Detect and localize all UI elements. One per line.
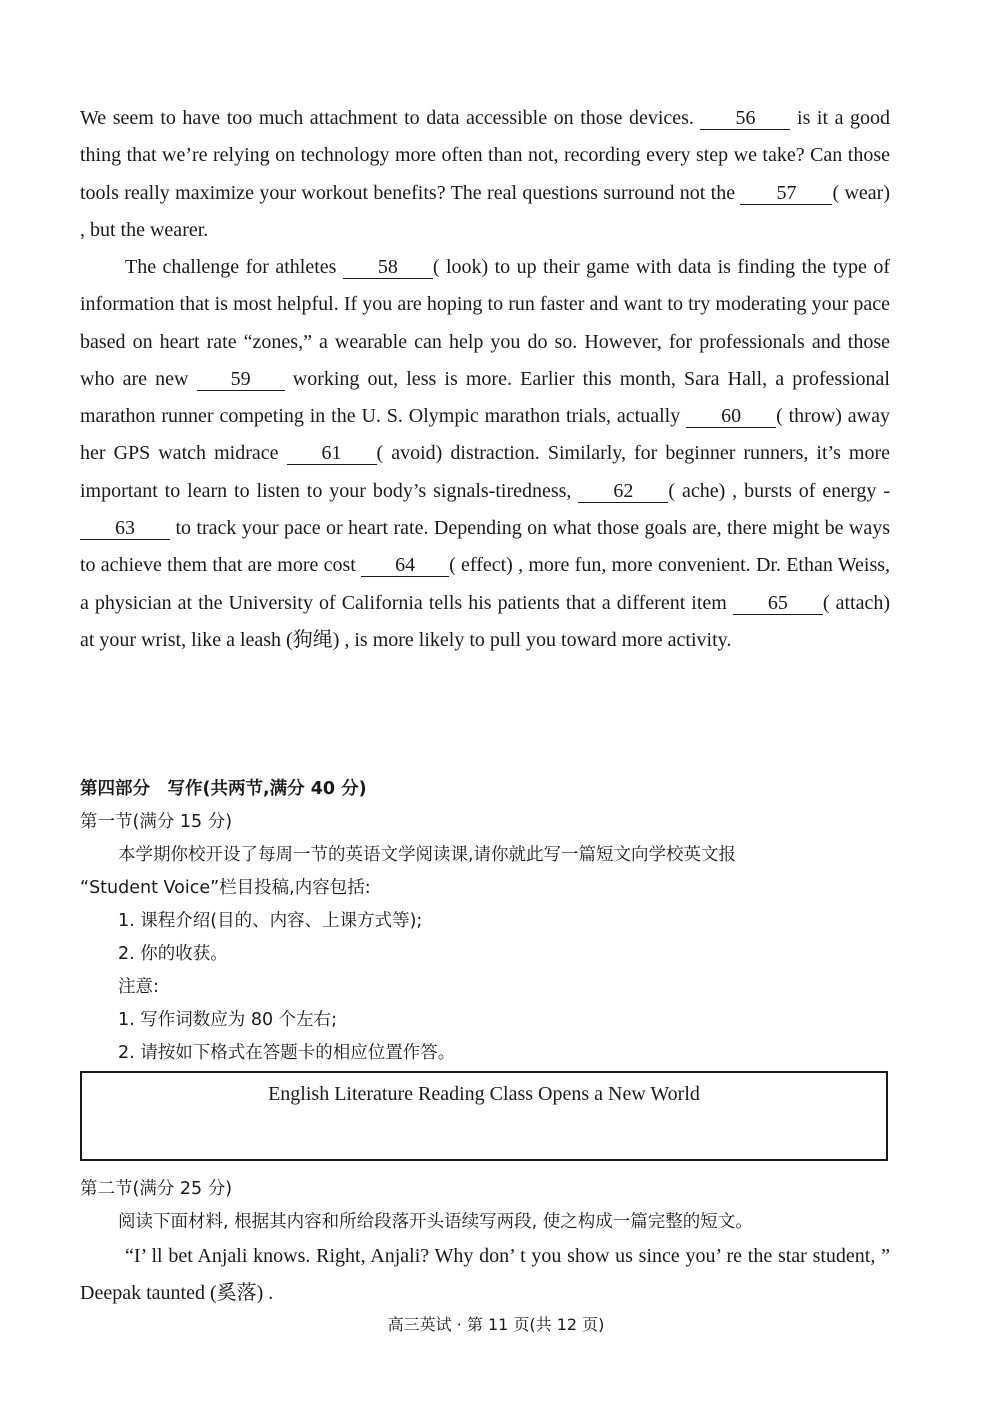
text-run: We seem to have too much attachment to data accessible on those devices. bbox=[80, 107, 701, 129]
essay-title: English Literature Reading Class Opens a New World bbox=[268, 1083, 700, 1105]
page-footer: 高三英试 · 第 11 页(共 12 页) bbox=[387, 1315, 605, 1334]
text-run: ( ache) , bursts of energy - bbox=[668, 479, 891, 502]
text-run: ( attach) at your wrist, like a leash (狗绳) , is more likely to pull you toward more activity. bbox=[80, 591, 890, 651]
passage-paragraph-1 bbox=[80, 100, 890, 249]
section1-title: 第一节(满分 15 分) bbox=[80, 812, 233, 832]
blank-56: 56 bbox=[700, 107, 790, 130]
blank-61: 61 bbox=[287, 442, 377, 465]
section2-prompt: 阅读下面材料, 根据其内容和所给段落开头语续写两段, 使之构成一篇完整的短文。 bbox=[118, 1212, 753, 1232]
story-opening: “I’ ll bet Anjali knows. Right, Anjali? Why don’ t you show us since you’ re the star student, ” Deepak taunted (奚落) . bbox=[80, 1245, 890, 1305]
prompt-line-2: “Student Voice”栏目投稿,内容包括: bbox=[80, 878, 371, 898]
note-item-2: 2. 请按如下格式在答题卡的相应位置作答。 bbox=[118, 1043, 456, 1063]
text-run: ( avoid) distraction. Similarly, for beginner runners, it’s more important to learn to listen to your body’s signals-tiredness, bbox=[80, 442, 890, 502]
section2-title: 第二节(满分 25 分) bbox=[80, 1179, 233, 1199]
text-run: ( wear) , but the wearer. bbox=[80, 181, 890, 241]
requirement-item-1: 1. 课程介绍(目的、内容、上课方式等); bbox=[118, 911, 423, 931]
blank-57: 57 bbox=[740, 182, 832, 205]
section2 bbox=[80, 1173, 890, 1239]
text-run: The challenge for athletes bbox=[125, 256, 343, 278]
answer-format-box bbox=[80, 1071, 888, 1161]
text-run: ( effect) , more fun, more convenient. Dr. Ethan Weiss, a physician at the University of California tells his patients that a different item bbox=[80, 554, 891, 614]
text-run: to track your pace or heart rate. Depending on what those goals are, there might be ways to achieve them that are more cost bbox=[80, 517, 890, 577]
blank-59: 59 bbox=[197, 368, 285, 391]
prompt-line-1: 本学期你校开设了每周一节的英语文学阅读课,请你就此写一篇短文向学校英文报 bbox=[118, 845, 737, 865]
note-item-1: 1. 写作词数应为 80 个左右; bbox=[118, 1010, 338, 1030]
blank-60: 60 bbox=[686, 405, 776, 428]
note-label: 注意: bbox=[118, 977, 159, 997]
blank-65: 65 bbox=[733, 592, 823, 615]
blank-62: 62 bbox=[578, 480, 668, 503]
text-run: ( throw) away her GPS watch midrace bbox=[80, 405, 890, 465]
passage-paragraph-2 bbox=[80, 249, 890, 659]
blank-58: 58 bbox=[343, 256, 433, 279]
text-run: ( look) to up their game with data is finding the type of information that is most helpful. If you are hoping to run faster and want to try moderating your pace based on heart rate “zones,” a wearable can help you do so. However, for professionals and those who are new bbox=[80, 256, 891, 390]
requirement-item-2: 2. 你的收获。 bbox=[118, 944, 228, 964]
text-run: is it a good thing that we’re relying on technology more often than not, recording every step we take? Can those tools really maximize your workout benefits? The real questions surround not the bbox=[80, 107, 890, 204]
writing-section bbox=[80, 773, 890, 1070]
blank-63: 63 bbox=[80, 517, 170, 540]
blank-64: 64 bbox=[361, 554, 449, 577]
text-run: working out, less is more. Earlier this month, Sara Hall, a professional marathon runner competing in the U. S. Olympic marathon trials, actually bbox=[80, 367, 890, 428]
part-title: 第四部分 写作(共两节,满分 40 分) bbox=[80, 779, 367, 799]
